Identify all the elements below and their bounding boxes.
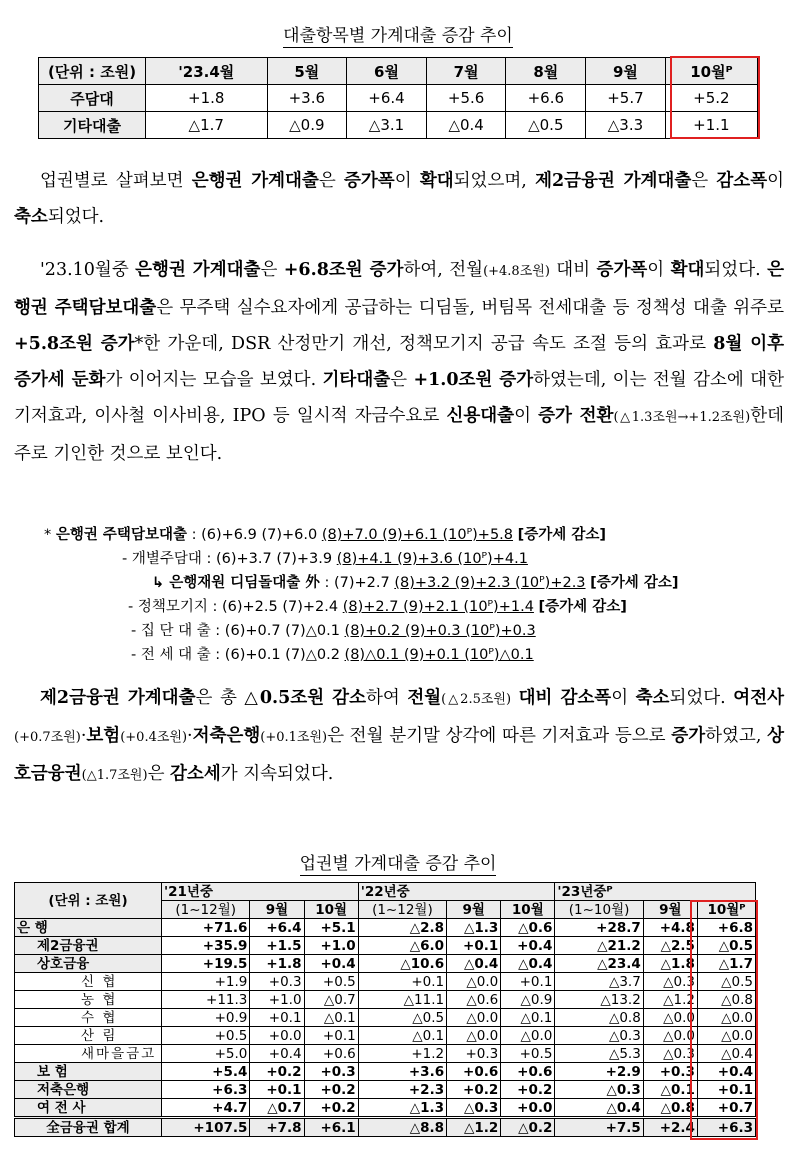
table-cell: +0.3 [643,1063,697,1081]
column-header: 6월 [347,58,427,85]
table1-title: 대출항목별 가계대출 증감 추이 [283,26,513,46]
table-cell: +0.1 [250,1081,304,1099]
table-cell: △0.0 [501,1027,555,1045]
row-label: 산 림 [15,1027,162,1045]
table-cell: +19.5 [162,955,250,973]
table-cell: +0.7 [697,1099,755,1118]
table-row [39,85,758,112]
column-header: (1~10월) [555,901,643,919]
table-cell: +0.4 [697,1063,755,1081]
unit-label: (단위 : 조원) [39,58,146,85]
table-header-row [15,883,756,901]
table-cell: +0.6 [304,1045,358,1063]
table-cell: +0.9 [162,1009,250,1027]
table-cell: △3.7 [555,973,643,991]
column-header: (1~12월) [162,901,250,919]
column-header: (1~12월) [358,901,446,919]
column-header: 10월ᴾ [665,58,757,85]
row-label: 제2금융권 [15,937,162,955]
table-cell: +6.3 [162,1081,250,1099]
table-cell: △0.1 [643,1081,697,1099]
column-header: 9월 [643,901,697,919]
table-cell: △2.8 [358,919,446,937]
table-body [15,919,756,1137]
table-cell: +0.6 [501,1063,555,1081]
table-cell: +7.8 [250,1118,304,1137]
table-cell: △1.2 [447,1118,501,1137]
row-label: 기타대출 [39,112,146,139]
table-cell: △0.7 [304,991,358,1009]
row-label: 全금융권 합계 [15,1118,162,1137]
table-cell: △0.3 [555,1081,643,1099]
table-cell: △0.5 [358,1009,446,1027]
table-cell: +0.3 [250,973,304,991]
table-cell: +4.8 [643,919,697,937]
table-cell: △1.3 [447,919,501,937]
table-cell: △0.8 [555,1009,643,1027]
loan-type-table [38,57,758,139]
table-cell: +35.9 [162,937,250,955]
table-cell: △0.4 [501,955,555,973]
column-header: 9월 [250,901,304,919]
column-header: 7월 [426,58,506,85]
table-cell: +0.1 [697,1081,755,1099]
table-cell: △0.6 [447,991,501,1009]
table-cell: △10.6 [358,955,446,973]
table-cell: +0.5 [304,973,358,991]
column-header: 9월 [586,58,666,85]
table-cell: △0.3 [643,973,697,991]
table-row [15,1063,756,1081]
row-label: 상호금융 [15,955,162,973]
table-cell: △1.3 [358,1099,446,1118]
column-header: 5월 [267,58,347,85]
total-row [15,1118,756,1137]
table-cell: +1.8 [250,955,304,973]
table-cell: +5.2 [665,85,757,112]
table-cell: +5.1 [304,919,358,937]
table-cell: +0.5 [162,1027,250,1045]
table-cell: +1.0 [304,937,358,955]
table-cell: +4.7 [162,1099,250,1118]
row-label: 수 협 [15,1009,162,1027]
table-cell: △0.4 [555,1099,643,1118]
table-row [15,1081,756,1099]
table-cell: +0.4 [501,937,555,955]
table-cell: +1.9 [162,973,250,991]
table-row [15,991,756,1009]
table-cell: +5.4 [162,1063,250,1081]
table-cell: +1.8 [146,85,268,112]
table-cell: △0.8 [697,991,755,1009]
row-label: 은 행 [15,919,162,937]
row-label: 새마을금고 [15,1045,162,1063]
table-cell: +28.7 [555,919,643,937]
unit-label: (단위 : 조원) [15,883,162,919]
table-cell: △0.3 [643,1045,697,1063]
table-cell: +0.1 [501,973,555,991]
table-cell: +0.2 [501,1081,555,1099]
table-cell: △21.2 [555,937,643,955]
table-cell: +0.0 [250,1027,304,1045]
table-cell: △0.1 [501,1009,555,1027]
group-header: '21년중 [162,883,359,901]
table-cell: △0.5 [697,973,755,991]
table-cell: △13.2 [555,991,643,1009]
table-cell: △1.7 [697,955,755,973]
table-cell: +1.2 [358,1045,446,1063]
table-row [15,937,756,955]
footnote-line: - 전 세 대 출 : (6)+0.1 (7)△0.2 (8)△0.1 (9)+0.1 (10ᴾ)△0.1 [131,647,534,663]
table-cell: +6.1 [304,1118,358,1137]
table-cell: △0.6 [501,919,555,937]
group-header: '22년중 [358,883,555,901]
table-cell: △0.9 [501,991,555,1009]
table-cell: +11.3 [162,991,250,1009]
table-cell: △0.0 [447,1009,501,1027]
table-cell: △0.5 [506,112,586,139]
table2-title: 업권별 가계대출 증감 추이 [299,854,497,874]
table-cell: +3.6 [358,1063,446,1081]
table-cell: +0.0 [501,1099,555,1118]
table-cell: △0.0 [697,1027,755,1045]
row-label: 저축은행 [15,1081,162,1099]
table-cell: +71.6 [162,919,250,937]
table-cell: +0.1 [250,1009,304,1027]
table-cell: +2.3 [358,1081,446,1099]
table-cell: △0.7 [250,1099,304,1118]
row-label: 여 전 사 [15,1099,162,1118]
table-cell: +0.1 [447,937,501,955]
table-row [15,1099,756,1118]
table-cell: △0.2 [501,1118,555,1137]
table-cell: △1.7 [146,112,268,139]
table-cell: △11.1 [358,991,446,1009]
sector-table [14,882,756,1137]
footnote-line: - 정책모기지 : (6)+2.5 (7)+2.4 (8)+2.7 (9)+2.1 (10ᴾ)+1.4 [증가세 감소] [128,599,627,615]
table-cell: +1.0 [250,991,304,1009]
table-cell: △1.2 [643,991,697,1009]
table-cell: +0.2 [304,1099,358,1118]
row-label: 주담대 [39,85,146,112]
footnote-line: ↳ 은행재원 디딤돌대출 外 : (7)+2.7 (8)+3.2 (9)+2.3 (10ᴾ)+2.3 [증가세 감소] [152,575,679,591]
table-cell: △3.1 [347,112,427,139]
table-cell: △0.1 [358,1027,446,1045]
table-cell: △0.3 [447,1099,501,1118]
table-cell: △1.8 [643,955,697,973]
table-cell: △23.4 [555,955,643,973]
table-row [15,1027,756,1045]
table-cell: +0.3 [447,1045,501,1063]
column-header: 8월 [506,58,586,85]
table-cell: △5.3 [555,1045,643,1063]
table-header-row [39,58,758,85]
table-cell: +0.6 [447,1063,501,1081]
table-cell: △0.3 [555,1027,643,1045]
column-header: 10월 [501,901,555,919]
table-cell: △3.3 [586,112,666,139]
table-cell: △0.4 [426,112,506,139]
table-cell: +1.5 [250,937,304,955]
footnote-line: * 은행권 주택담보대출 : (6)+6.9 (7)+6.0 (8)+7.0 (9)+6.1 (10ᴾ)+5.8 [증가세 감소] [44,527,606,543]
table-cell: △0.0 [447,1027,501,1045]
footnote-line: - 개별주담대 : (6)+3.7 (7)+3.9 (8)+4.1 (9)+3.6 (10ᴾ)+4.1 [122,551,528,567]
table-cell: +107.5 [162,1118,250,1137]
column-header: 9월 [447,901,501,919]
table-cell: △8.8 [358,1118,446,1137]
table-cell: +5.6 [426,85,506,112]
table-row [15,973,756,991]
paragraph-2: '23.10월중 은행권 가계대출은 +6.8조원 증가하여, 전월(+4.8조원) 대비 증가폭이 확대되었다. 은행권 주택담보대출은 무주택 실수요자에게 공급하는 디딤돌, 버팀목 전세대출 등 정책성 대출 위주로 +5.8조원 증가*한 가운데, DSR 산정만기 개선, 정책모기지 공급 속도 조절 등의 효과로 8월 이후 증가세 둔화가 이어지는 모습을 보였다. 기타대출은 +1.0조원 증가하였는데, 이는 전월 감소에 대한 기저효과, 이사철 이사비용, IPO 등 일시적 자금수요로 신용대출이 증가 전환(△1.3조원→+1.2조원)한데 주로 기인한 것으로 보인다. [14,260,785,464]
row-label: 보 험 [15,1063,162,1081]
table-cell: △0.0 [447,973,501,991]
table-cell: △0.8 [643,1099,697,1118]
table-cell: △0.0 [643,1027,697,1045]
table-row [15,955,756,973]
group-header: '23년중ᴾ [555,883,756,901]
table-cell: △0.0 [643,1009,697,1027]
table-cell: +6.8 [697,919,755,937]
paragraph-3: 제2금융권 가계대출은 총 △0.5조원 감소하여 전월(△2.5조원) 대비 감소폭이 축소되었다. 여전사(+0.7조원)·보험(+0.4조원)·저축은행(+0.1조원)은 전월 분기말 상각에 따른 기저효과 등으로 증가하였고, 상호금융권(△1.7조원)은 감소세가 지속되었다. [14,688,785,784]
table-cell: +0.2 [250,1063,304,1081]
table-cell: +2.4 [643,1118,697,1137]
table-cell: △6.0 [358,937,446,955]
table-cell: +7.5 [555,1118,643,1137]
table-row [15,1045,756,1063]
table-cell: △0.4 [697,1045,755,1063]
table-cell: +3.6 [267,85,347,112]
table-cell: +6.4 [347,85,427,112]
table-cell: +6.3 [697,1118,755,1137]
table-cell: +5.7 [586,85,666,112]
table-cell: +0.1 [358,973,446,991]
table-cell: +0.2 [447,1081,501,1099]
table-cell: +1.1 [665,112,757,139]
table-cell: △0.1 [304,1009,358,1027]
footnote-line: - 집 단 대 출 : (6)+0.7 (7)△0.1 (8)+0.2 (9)+0.3 (10ᴾ)+0.3 [131,623,536,639]
column-header: 10월ᴾ [697,901,755,919]
row-label: 신 협 [15,973,162,991]
table-cell: △0.9 [267,112,347,139]
table-cell: +6.4 [250,919,304,937]
table-row [15,919,756,937]
table-cell: +0.1 [304,1027,358,1045]
column-header: 10월 [304,901,358,919]
table-cell: △0.5 [697,937,755,955]
table-cell: +6.6 [506,85,586,112]
table-cell: +0.2 [304,1081,358,1099]
table-cell: +0.4 [304,955,358,973]
table-row [15,1009,756,1027]
column-header: '23.4월 [146,58,268,85]
table-row [39,112,758,139]
table-cell: +0.3 [304,1063,358,1081]
table-cell: +0.5 [501,1045,555,1063]
table-cell: △0.0 [697,1009,755,1027]
row-label: 농 협 [15,991,162,1009]
table-cell: +5.0 [162,1045,250,1063]
paragraph-1: 업권별로 살펴보면 은행권 가계대출은 증가폭이 확대되었으며, 제2금융권 가계대출은 감소폭이 축소되었다. [14,171,785,227]
table-cell: △0.4 [447,955,501,973]
table-cell: +0.4 [250,1045,304,1063]
table-cell: +2.9 [555,1063,643,1081]
table-cell: △2.5 [643,937,697,955]
